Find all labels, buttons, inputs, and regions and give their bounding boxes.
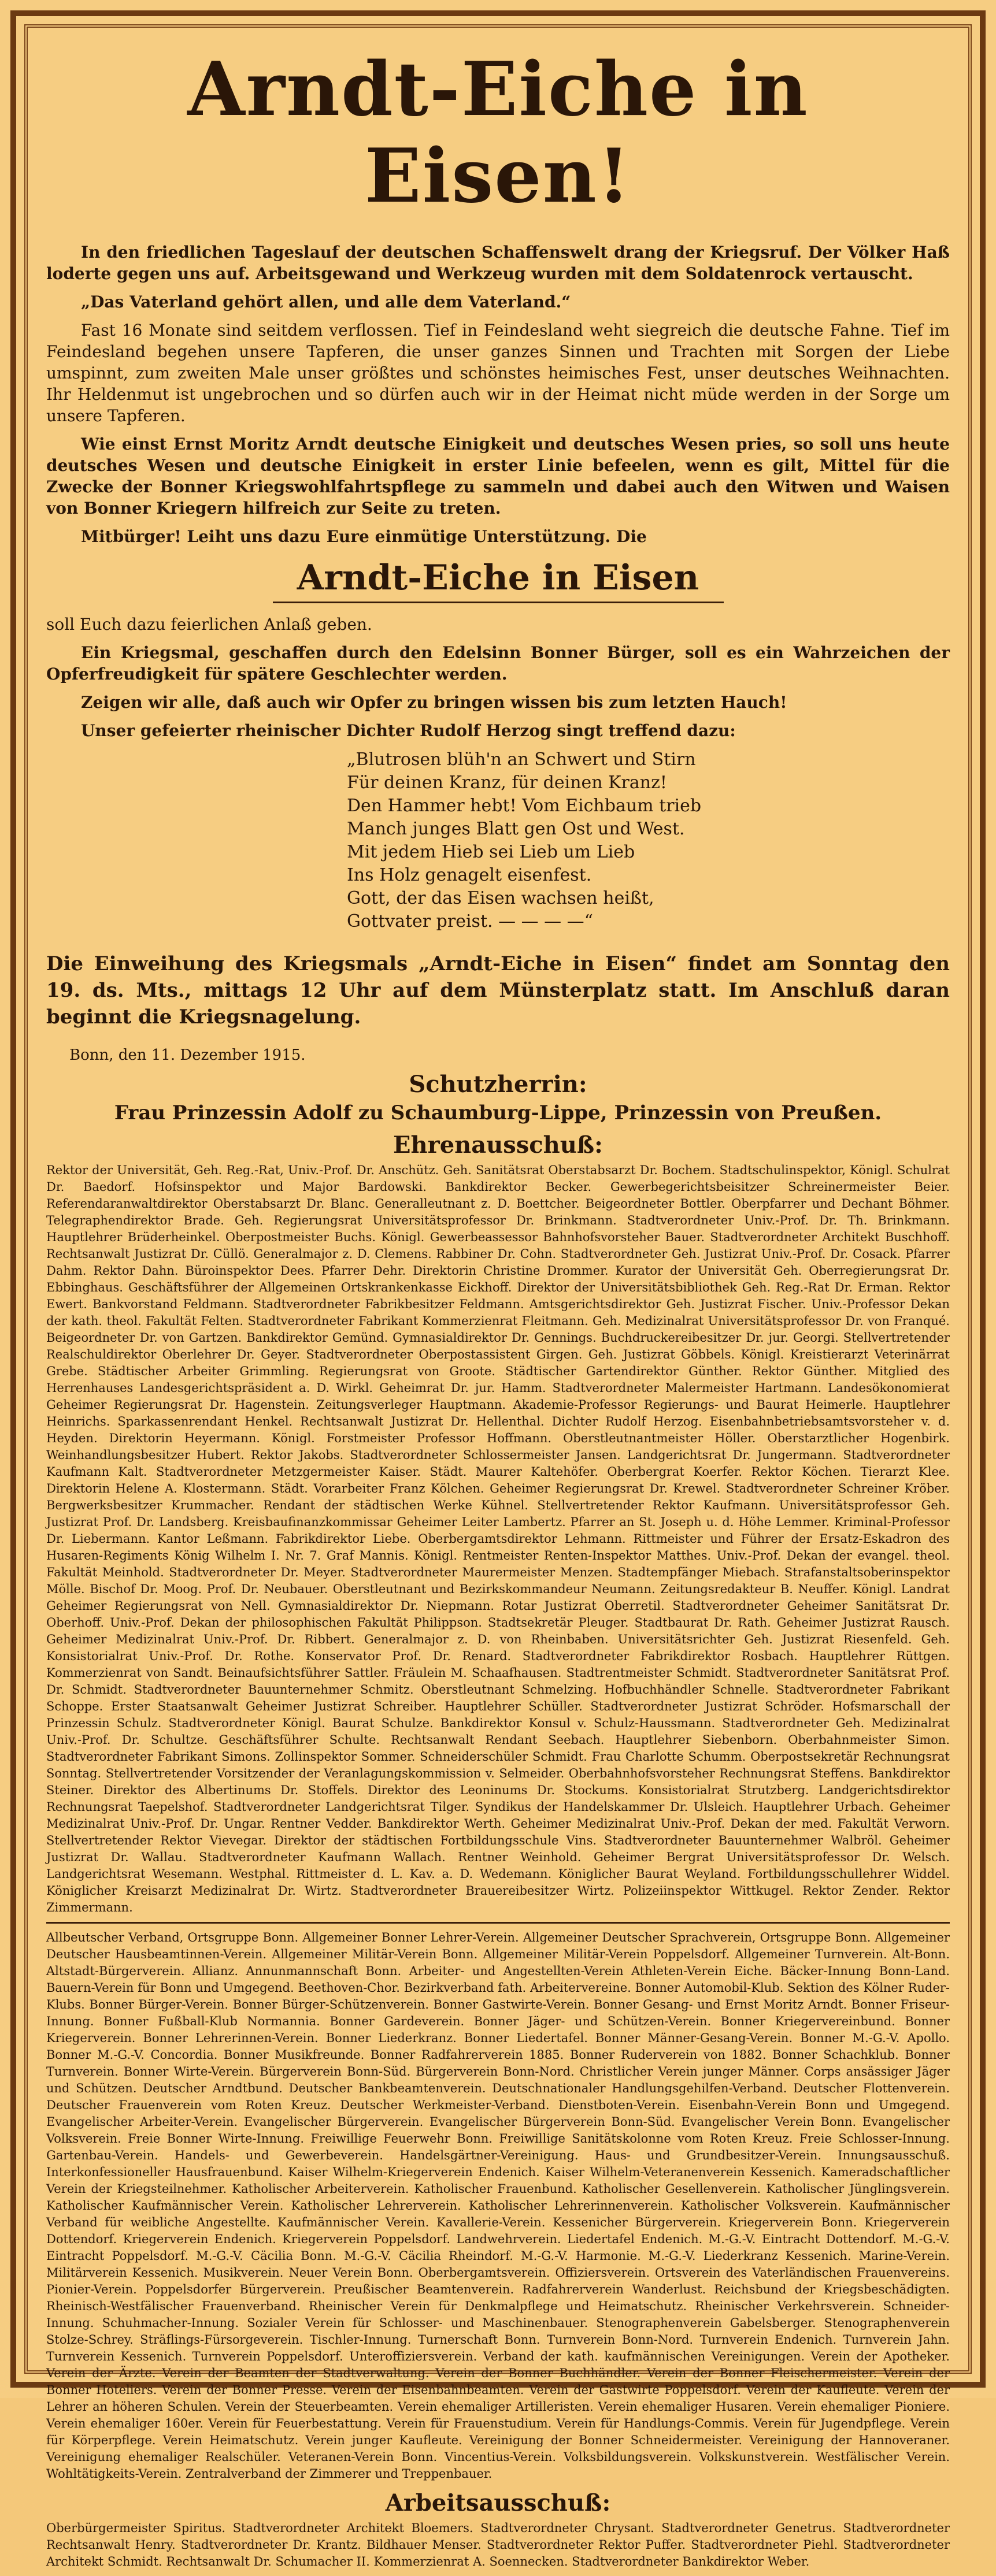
event-announcement: Die Einweihung des Kriegsmals „Arndt-Eiche in Eisen“ findet am Sonntag den 19. ds. Mts., mittags 12 Uhr auf dem Münsterplatz statt. Im Anschluß daran beginnt die Kriegsnagelung. [46,952,950,1029]
patron-header: Schutzherrin: [409,1071,587,1098]
headline: Arndt-Eiche in Eisen! [187,46,809,220]
work-committee-list: Oberbürgermeister Spiritus. Stadtverordneter Architekt Bloemers. Stadtverordneter Chrysant. Stadtverordneter Genetrus. Stadtverordneter Rechtsanwalt Henry. Stadtverordneter Dr. Krantz. Bildhauer Menser. Stadtverordneter Rektor Puffer. Stadtverordneter Piehl. Stadtverordneter Architekt Schmidt. Rechtsanwalt Dr. Schumacher II. Kommerzienrat A. Soennecken. Stadtverordneter Bankdirektor Weber. [46,2521,950,2568]
poem [347,748,950,933]
paragraph-5: Ein Kriegsmal, geschaffen durch den Edelsinn Bonner Bürger, soll es ein Wahrzeichen der Opferfreudigkeit für spätere Geschlechter werden. [46,643,950,684]
honor-committee-header: Ehrenausschuß: [393,1131,603,1159]
article [46,35,950,2576]
paragraph-2: Wie einst Ernst Moritz Arndt deutsche Einigkeit und deutsches Wesen pries, so soll uns heute deutsches Wesen und deutsche Einigkeit in erster Linie befeelen, wenn es gilt, Mittel für die Zwecke der Bonner Kriegswohlfahrtspflege zu sammeln und dabei auch den Witwen und Waisen von Bonner Kriegern hilfreich zur Seite zu treten. [46,435,950,518]
subtitle: Arndt-Eiche in Eisen [297,558,699,598]
poem-line: Ins Holz genagelt eisenfest. [347,865,592,885]
poem-line: Für deinen Kranz, für deinen Kranz! [347,773,667,793]
divider [46,1922,950,1924]
paragraph-1: Fast 16 Monate sind seitdem verflossen. Tief in Feindesland weht siegreich die deutsche Fahne. Tief im Feindesland begehen unsere Tapferen, die unser ganzes Sinnen und Trachten mit Sorgen der Liebe umspinnt, zum zweiten Male unser größtes und schönstes heimisches Fest, unser deutsches Weihnachten. Ihr Heldenmut ist ungebrochen und so dürfen auch wir in der Heimat nicht müde werden in der Sorge um unsere Tapferen. [46,321,950,425]
associations-list: Allbeutscher Verband, Ortsgruppe Bonn. Allgemeiner Bonner Lehrer-Verein. Allgemeiner Deutscher Sprachverein, Ortsgruppe Bonn. Allgemeiner Deutscher Hausbeamtinnen-Verein. Allgemeiner Militär-Verein Bonn. Allgemeiner Militär-Verein Poppelsdorf. Allgemeiner Turnverein. Alt-Bonn. Altstadt-Bürgerverein. Allianz. Annunmannschaft Bonn. Arbeiter- und Angestellten-Verein Athleten-Verein Eiche. Bäcker-Innung Bonn-Land. Bauern-Verein für Bonn und Umgegend. Beethoven-Chor. Bezirkverband fath. Arbeitervereine. Bonner Automobil-Klub. Sektion des Kölner Ruder-Klubs. Bonner Bürger-Verein. Bonner Bürger-Schützenverein. Bonner Gastwirte-Verein. Bonner Gesang- und Ernst Moritz Arndt. Bonner Friseur-Innung. Bonner Fußball-Klub Normannia. Bonner Gardeverein. Bonner Jäger- und Schützen-Verein. Bonner Kriegervereinbund. Bonner Kriegerverein. Bonner Lehrerinnen-Verein. Bonner Liederkranz. Bonner Liedertafel. Bonner Männer-Gesang-Verein. Bonner M.-G.-V. Apollo. Bonner M.-G.-V. Concordia. Bonner Musikfreunde. Bonner Radfahrerverein 1885. Bonner Ruderverein von 1882. Bonner Schachklub. Bonner Turnverein. Bonner Wirte-Verein. Bürgerverein Bonn-Süd. Bürgerverein Bonn-Nord. Christlicher Verein junger Männer. Corps ansässiger Jäger und Schützen. Deutscher Arndtbund. Deutscher Bankbeamtenverein. Deutschnationaler Handlungsgehilfen-Verband. Deutscher Flottenverein. Deutscher Frauenverein vom Roten Kreuz. Deutscher Werkmeister-Verband. Dienstboten-Verein. Eisenbahn-Verein Bonn und Umgegend. Evangelischer Arbeiter-Verein. Evangelischer Bürgerverein. Evangelischer Bürgerverein Bonn-Süd. Evangelischer Verein Bonn. Evangelischer Volksverein. Freie Bonner Wirte-Innung. Freiwillige Feuerwehr Bonn. Freiwillige Sanitätskolonne vom Roten Kreuz. Freie Schlosser-Innung. Gartenbau-Verein. Handels- und Gewerbeverein. Handelsgärtner-Vereinigung. Haus- und Grundbesitzer-Verein. Innungsausschuß. Interkonfessioneller Hausfrauenbund. Kaiser Wilhelm-Kriegerverein Endenich. Kaiser Wilhelm-Veteranenverein Kessenich. Kameradschaftlicher Verein der Kriegsteilnehmer. Katholischer Arbeiterverein. Katholischer Frauenbund. Katholischer Gesellenverein. Katholischer Jünglingsverein. Katholischer Kaufmännischer Verein. Katholischer Lehrerverein. Katholischer Lehrerinnenverein. Katholischer Volksverein. Kaufmännischer Verband für weibliche Angestellte. Kaufmännischer Verein. Kavallerie-Verein. Kessenicher Bürgerverein. Kriegerverein Bonn. Kriegerverein Dottendorf. Kriegerverein Endenich. Kriegerverein Poppelsdorf. Landwehrverein. Liedertafel Endenich. M.-G.-V. Eintracht Dottendorf. M.-G.-V. Eintracht Poppelsdorf. M.-G.-V. Cäcilia Bonn. M.-G.-V. Cäcilia Rheindorf. M.-G.-V. Harmonie. M.-G.-V. Liederkranz Kessenich. Marine-Verein. Militärverein Kessenich. Musikverein. Neuer Verein Bonn. Oberbergamtsverein. Offiziersverein. Ortsverein des Vaterländischen Frauenvereins. Pionier-Verein. Poppelsdorfer Bürgerverein. Preußischer Beamtenverein. Radfahrerverein Wanderlust. Reichsbund der Kriegsbeschädigten. Rheinisch-Westfälischer Frauenverband. Rheinischer Verein für Denkmalpflege und Heimatschutz. Rheinischer Verkehrsverein. Schneider-Innung. Schuhmacher-Innung. Sozialer Verein für Schlosser- und Maschinenbauer. Stenographenverein Gabelsberger. Stenographenverein Stolze-Schrey. Sträflings-Fürsorgeverein. Tischler-Innung. Turnerschaft Bonn. Turnverein Bonn-Nord. Turnverein Endenich. Turnverein Jahn. Turnverein Kessenich. Turnverein Poppelsdorf. Unteroffiziersverein. Verband der kath. kaufmännischen Vereinigungen. Verein der Apotheker. Verein der Ärzte. Verein der Beamten der Stadtverwaltung. Verein der Bonner Buchhändler. Verein der Bonner Fleischermeister. Verein der Bonner Hoteliers. Verein der Bonner Presse. Verein der Eisenbahnbeamten. Verein der Gastwirte Poppelsdorf. Verein der Kaufleute. Verein der Lehrer an höheren Schulen. Verein der Steuerbeamten. Verein ehemaliger Artilleristen. Verein ehemaliger Husaren. Verein ehemaliger Pioniere. Verein ehemaliger 160er. Verein für Feuerbestattung. Verein für Frauenstudium. Verein für Handlungs-Commis. Verein für Jugendpflege. Verein für Körperpflege. Verein Heimatschutz. Verein junger Kaufleute. Vereinigung der Bonner Schneidermeister. Vereinigung der Hannoveraner. Vereinigung ehemaliger Realschüler. Veteranen-Verein Bonn. Vincentius-Verein. Volksbildungsverein. Volkskunstverein. Westfälischer Verein. Wohltätigkeits-Verein. Zentralverband der Zimmerer und Treppenbauer. [46,1931,950,2481]
poem-line: Den Hammer hebt! Vom Eichbaum trieb [347,796,702,816]
poem-line: Gottvater preist. — — — —“ [347,911,594,931]
quote: „Das Vaterland gehört allen, und alle dem Vaterland.“ [81,292,571,311]
intro-paragraph: In den friedlichen Tageslauf der deutschen Schaffenswelt drang der Kriegsruf. Der Völker Haß loderte gegen uns auf. Arbeitsgewand und Werkzeug wurden mit dem Soldatenrock vertauscht. [46,243,950,283]
honor-committee-list: Rektor der Universität, Geh. Reg.-Rat, Univ.-Prof. Dr. Anschütz. Geh. Sanitätsrat Oberstabsarzt Dr. Bochem. Stadtschulinspektor, Königl. Schulrat Dr. Baedorf. Hofsinspektor und Major Bardowski. Bankdirektor Becker. Gewerbegerichtsbeisitzer Schreinermeister Beier. Referendaranwaltdirektor Oberstabsarzt Dr. Blanc. Generalleutnant z. D. Boettcher. Beigeordneter Bottler. Oberpfarrer und Dechant Böhmer. Telegraphendirektor Brade. Geh. Regierungsrat Universitätsprofessor Dr. Brinkmann. Stadtverordneter Univ.-Prof. Dr. Th. Brinkmann. Hauptlehrer Brüderheinkel. Oberpostmeister Buchs. Königl. Gewerbeassessor Bahnhofsvorsteher Bauer. Stadtverordneter Architekt Buschhoff. Rechtsanwalt Justizrat Dr. Cüllö. Generalmajor z. D. Clemens. Rabbiner Dr. Cohn. Stadtverordneter Geh. Justizrat Univ.-Prof. Dr. Cosack. Pfarrer Dahm. Rektor Dahn. Büroinspektor Dees. Pfarrer Dehr. Direktorin Christine Drommer. Kurator der Universität Geh. Oberregierungsrat Dr. Ebbinghaus. Geschäftsführer der Allgemeinen Ortskrankenkasse Eickhoff. Direktor der Universitätsbibliothek Geh. Reg.-Rat Dr. Erman. Rektor Ewert. Bankvorstand Feldmann. Stadtverordneter Fabrikbesitzer Feldmann. Amtsgerichtsdirektor Geh. Justizrat Fischer. Univ.-Professor Dekan der kath. theol. Fakultät Felten. Stadtverordneter Fabrikant Kommerzienrat Fleitmann. Geh. Medizinalrat Universitätsprofessor Dr. von Franqué. Beigeordneter Dr. von Gartzen. Bankdirektor Gemünd. Gymnasialdirektor Dr. Gennings. Buchdruckereibesitzer Dr. jur. Georgi. Stellvertretender Realschuldirektor Oberlehrer Dr. Geyer. Stadtverordneter Oberpostassistent Girgen. Geh. Justizrat Göbbels. Königl. Kreistierarzt Veterinärrat Grebe. Städtischer Arbeiter Grimmling. Regierungsrat von Groote. Städtischer Gartendirektor Günther. Rektor Günther. Mitglied des Herrenhauses Landesgerichtspräsident a. D. Wirkl. Geheimrat Dr. jur. Hamm. Stadtverordneter Malermeister Hartmann. Landesökonomierat Geheimer Regierungsrat Dr. Hagenstein. Zeitungsverleger Hauptmann. Akademie-Professor Regierungs- und Baurat Heimerle. Hauptlehrer Heinrichs. Sparkassenrendant Henkel. Rechtsanwalt Justizrat Dr. Hellenthal. Dichter Rudolf Herzog. Eisenbahnbetriebsamtsvorsteher v. d. Heyden. Direktorin Heyermann. Königl. Forstmeister Professor Hoffmann. Oberstleutnantmeister Höller. Oberstarztlicher Hogenbirk. Weinhandlungsbesitzer Hubert. Rektor Jakobs. Stadtverordneter Schlossermeister Jansen. Landgerichtsrat Dr. Jungermann. Stadtverordneter Kaufmann Kalt. Stadtverordneter Metzgermeister Kaiser. Städt. Maurer Kaltehöfer. Oberbergrat Koerfer. Rektor Köchen. Tierarzt Klee. Direktorin Helene A. Klostermann. Städt. Vorarbeiter Franz Kölchen. Geheimer Regierungsrat Dr. Krewel. Stadtverordneter Schreiner Kröber. Bergwerksbesitzer Krummacher. Rendant der städtischen Werke Kühnel. Stellvertretender Rektor Kaufmann. Universitätsprofessor Geh. Justizrat Prof. Dr. Landsberg. Kreisbaufinanzkommissar Geheimer Leiter Lambertz. Pfarrer an St. Joseph u. d. Höhe Lemmer. Kriminal-Professor Dr. Liebermann. Kantor Leßmann. Fabrikdirektor Liebe. Oberbergamtsdirektor Lehmann. Rittmeister und Führer der Ersatz-Eskadron des Husaren-Regiments König Wilhelm I. Nr. 7. Graf Mannis. Königl. Rentmeister Renten-Inspektor Matthes. Univ.-Prof. Dekan der evangel. theol. Fakultät Meinhold. Stadtverordneter Dr. Meyer. Stadtverordneter Maurermeister Menzen. Stadtempfänger Miebach. Strafanstaltsoberinspektor Mölle. Bischof Dr. Moog. Prof. Dr. Neubauer. Oberstleutnant und Bezirkskommandeur Neumann. Zeitungsredakteur B. Neuffer. Königl. Landrat Geheimer Regierungsrat von Nell. Gymnasialdirektor Dr. Niepmann. Rotar Justizrat Oberretil. Stadtverordneter Geheimer Sanitätsrat Dr. Oberhoff. Univ.-Prof. Dekan der philosophischen Fakultät Philippson. Stadtsekretär Pleuger. Stadtbaurat Dr. Rath. Geheimer Justizrat Rausch. Geheimer Medizinalrat Univ.-Prof. Dr. Ribbert. Generalmajor z. D. von Rheinbaben. Universitätsrichter Geh. Justizrat Riesenfeld. Geh. Konsistorialrat Univ.-Prof. Dr. Rothe. Konservator Prof. Dr. Renard. Stadtverordneter Fabrikdirektor Rosbach. Hauptlehrer Rüttgen. Kommerzienrat von Sandt. Beinaufsichtsführer Sattler. Fräulein M. Schaafhausen. Stadtrentmeister Schmidt. Stadtverordneter Sanitätsrat Prof. Dr. Schmidt. Stadtverordneter Bauunternehmer Schmitz. Oberstleutnant Schmelzing. Hofbuchhändler Schnelle. Stadtverordneter Fabrikant Schoppe. Erster Staatsanwalt Geheimer Justizrat Schreiber. Hauptlehrer Schüller. Stadtverordneter Justizrat Schröder. Hofsmarschall der Prinzessin Schulz. Stadtverordneter Königl. Baurat Schulze. Bankdirektor Konsul v. Schulz-Haussmann. Stadtverordneter Geh. Medizinalrat Univ.-Prof. Dr. Schultze. Geschäftsführer Schulte. Rechtsanwalt Rendant Seebach. Hauptlehrer Siebenborn. Oberbahnmeister Simon. Stadtverordneter Fabrikant Simons. Zollinspektor Sommer. Schneiderschüler Schmidt. Frau Charlotte Schumm. Oberpostsekretär Rechnungsrat Sonntag. Stellvertretender Vorsitzender der Veranlagungskommission v. Selmeider. Oberbahnhofsvorsteher Rechnungsrat Steffens. Bankdirektor Steiner. Direktor des Albertinums Dr. Stoffels. Direktor des Leoninums Dr. Stockums. Konsistorialrat Strutzberg. Landgerichtsdirektor Rechnungsrat Taepelshof. Stadtverordneter Landgerichtsrat Tilger. Syndikus der Handelskammer Dr. Ulsleich. Hauptlehrer Urbach. Geheimer Medizinalrat Univ.-Prof. Dr. Ungar. Rentner Vedder. Bankdirektor Werth. Geheimer Medizinalrat Univ.-Prof. Dekan der med. Fakultät Verworn. Stellvertretender Rektor Vievegar. Direktor der städtischen Fortbildungsschule Vins. Stadtverordneter Bauunternehmer Walbröl. Geheimer Justizrat Dr. Wallau. Stadtverordneter Kaufmann Wallach. Rentner Weinhold. Geheimer Bergrat Universitätsprofessor Dr. Welsch. Landgerichtsrat Wesemann. Westphal. Rittmeister d. L. Kav. a. D. Wedemann. Königlicher Baurat Weyland. Fortbildungsschullehrer Widdel. Königlicher Kreisarzt Medizinalrat Dr. Wirtz. Stadtverordneter Brauereibesitzer Wirtz. Polizeiinspektor Wittkugel. Rektor Zender. Rektor Zimmermann. [46,1163,950,1914]
poem-line: „Blutrosen blüh'n an Schwert und Stirn [347,749,696,770]
paragraph-3: Mitbürger! Leiht uns dazu Eure einmütige Unterstützung. Die [81,527,647,546]
dateline: Bonn, den 11. Dezember 1915. [69,1046,306,1064]
paragraph-7: Unser gefeierter rheinischer Dichter Rudolf Herzog singt treffend dazu: [81,721,736,740]
subtitle-underline [273,602,724,603]
poem-line: Mit jedem Hieb sei Lieb um Lieb [347,842,635,862]
poem-line: Gott, der das Eisen wachsen heißt, [347,888,654,908]
patron-name: Frau Prinzessin Adolf zu Schaumburg-Lippe, Prinzessin von Preußen. [114,1101,882,1124]
work-committee-header: Arbeitsausschuß: [385,2489,611,2516]
paragraph-6: Zeigen wir alle, daß auch wir Opfer zu bringen wissen bis zum letzten Hauch! [81,693,787,712]
paragraph-4: soll Euch dazu feierlichen Anlaß geben. [46,615,372,634]
poem-line: Manch junges Blatt gen Ost und West. [347,819,685,839]
